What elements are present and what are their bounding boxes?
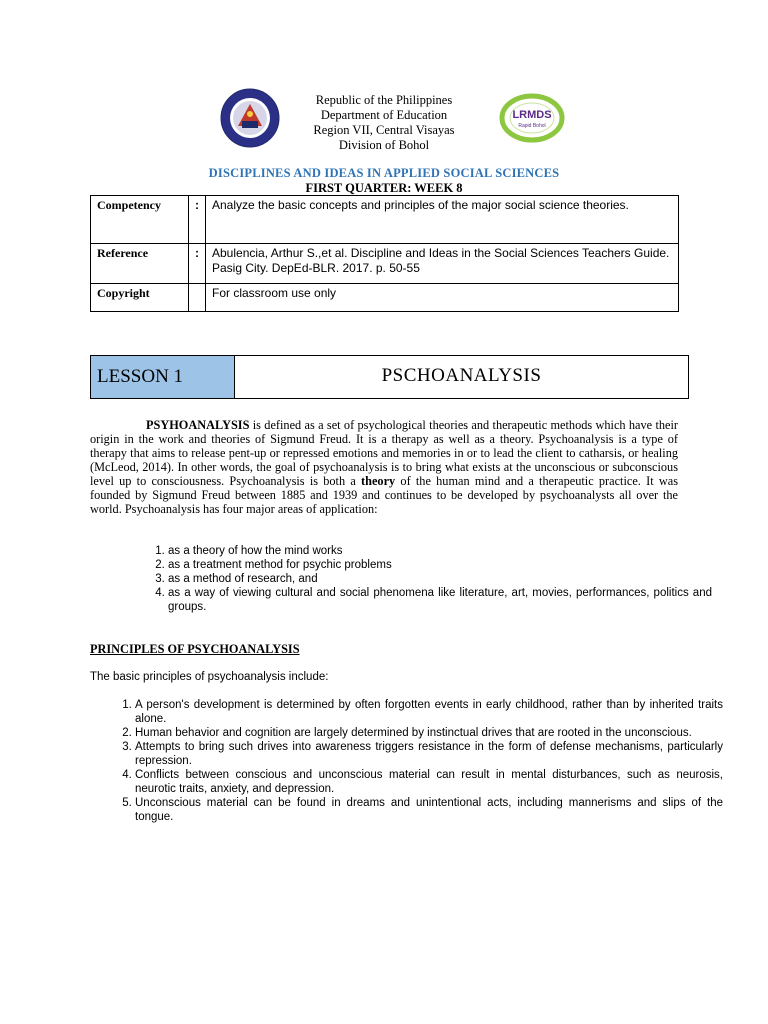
row-label: Competency bbox=[91, 196, 189, 244]
row-colon: : bbox=[189, 244, 206, 284]
paragraph-text: of the human mind and a therapeutic practice. It was founded by Sigmund Freud between 1885 and 1939 and continues to be developed by psychoanalysts all over the world. Psychoanalysis has four major areas of application: bbox=[90, 474, 678, 516]
government-header bbox=[284, 93, 484, 153]
row-label: Reference bbox=[91, 244, 189, 284]
section-heading: PRINCIPLES OF PSYCHOANALYSIS bbox=[90, 642, 300, 656]
list-item: 2. as a treatment method for psychic problems bbox=[168, 558, 712, 572]
gov-line-region: Region VII, Central Visayas bbox=[313, 123, 455, 137]
list-item: 4. Conflicts between conscious and unconscious material can result in mental disturbances, such as neurosis, neurotic traits, anxiety, and depression. bbox=[135, 768, 723, 796]
principles-intro: The basic principles of psychoanalysis include: bbox=[90, 671, 329, 683]
row-value: For classroom use only bbox=[206, 284, 679, 312]
lesson-banner bbox=[90, 355, 689, 399]
gov-line-division: Division of Bohol bbox=[338, 138, 430, 152]
paragraph-text: is defined as a set of psychological theories and therapeutic methods which have their origin in the work and theories of Sigmund Freud. It is a therapy as well as a theory. Psychoanalysis is a type of therapy that aims to release pent-up or repressed emotions and memories in or to lead the client to catharsis, or healing (McLeod, 2014). In other words, the goal of psychoanalysis is to bring what exists at the unconscious or subconscious level up to consciousness. Psychoanalysis is both a bbox=[90, 418, 678, 488]
gov-line-department: Department of Education bbox=[320, 108, 448, 122]
lesson-title: PSCHOANALYSIS bbox=[381, 365, 542, 386]
list-item: 1. as a theory of how the mind works bbox=[168, 544, 712, 558]
applications-list bbox=[134, 544, 712, 614]
row-label: Copyright bbox=[91, 284, 189, 312]
emphasis-word: theory bbox=[361, 474, 396, 488]
deped-seal-logo bbox=[220, 88, 280, 148]
table-row bbox=[91, 284, 679, 312]
principles-list bbox=[90, 698, 723, 824]
list-item: 5. Unconscious material can be found in dreams and unintentional acts, including mannerisms and slips of the tongue. bbox=[135, 796, 723, 824]
key-term: PSYHOANALYSIS bbox=[146, 418, 250, 432]
lrmds-logo-text: LRMDS bbox=[512, 109, 552, 121]
list-item: 2. Human behavior and cognition are largely determined by instinctual drives that are rooted in the unconscious. bbox=[135, 726, 723, 740]
list-item: 4. as a way of viewing cultural and social phenomena like literature, art, movies, performances, politics and groups. bbox=[168, 586, 712, 614]
lrmds-logo-subtext: Rapid Bohol bbox=[518, 123, 546, 129]
row-value: Analyze the basic concepts and principles of the major social science theories. bbox=[206, 196, 679, 244]
list-item: 3. Attempts to bring such drives into awareness triggers resistance in the form of defense mechanisms, particularly repression. bbox=[135, 740, 723, 768]
list-item: 1. A person's development is determined by often forgotten events in early childhood, rather than by inherited traits alone. bbox=[135, 698, 723, 726]
table-row bbox=[91, 196, 679, 244]
quarter-week: FIRST QUARTER: WEEK 8 bbox=[305, 181, 463, 195]
row-value: Abulencia, Arthur S.,et al. Discipline and Ideas in the Social Sciences Teachers Guide. Pasig City. DepEd-BLR. 2017. p. 50-55 bbox=[206, 244, 679, 284]
row-colon bbox=[189, 284, 206, 312]
subject-title: DISCIPLINES AND IDEAS IN APPLIED SOCIAL SCIENCES bbox=[208, 166, 560, 180]
intro-paragraph bbox=[90, 418, 678, 516]
competency-table bbox=[90, 195, 679, 312]
list-item: 3. as a method of research, and bbox=[168, 572, 712, 586]
lesson-number: LESSON 1 bbox=[91, 356, 235, 398]
table-row bbox=[91, 244, 679, 284]
lrmds-logo bbox=[498, 92, 566, 144]
gov-line-republic: Republic of the Philippines bbox=[315, 93, 453, 107]
row-colon: : bbox=[189, 196, 206, 244]
